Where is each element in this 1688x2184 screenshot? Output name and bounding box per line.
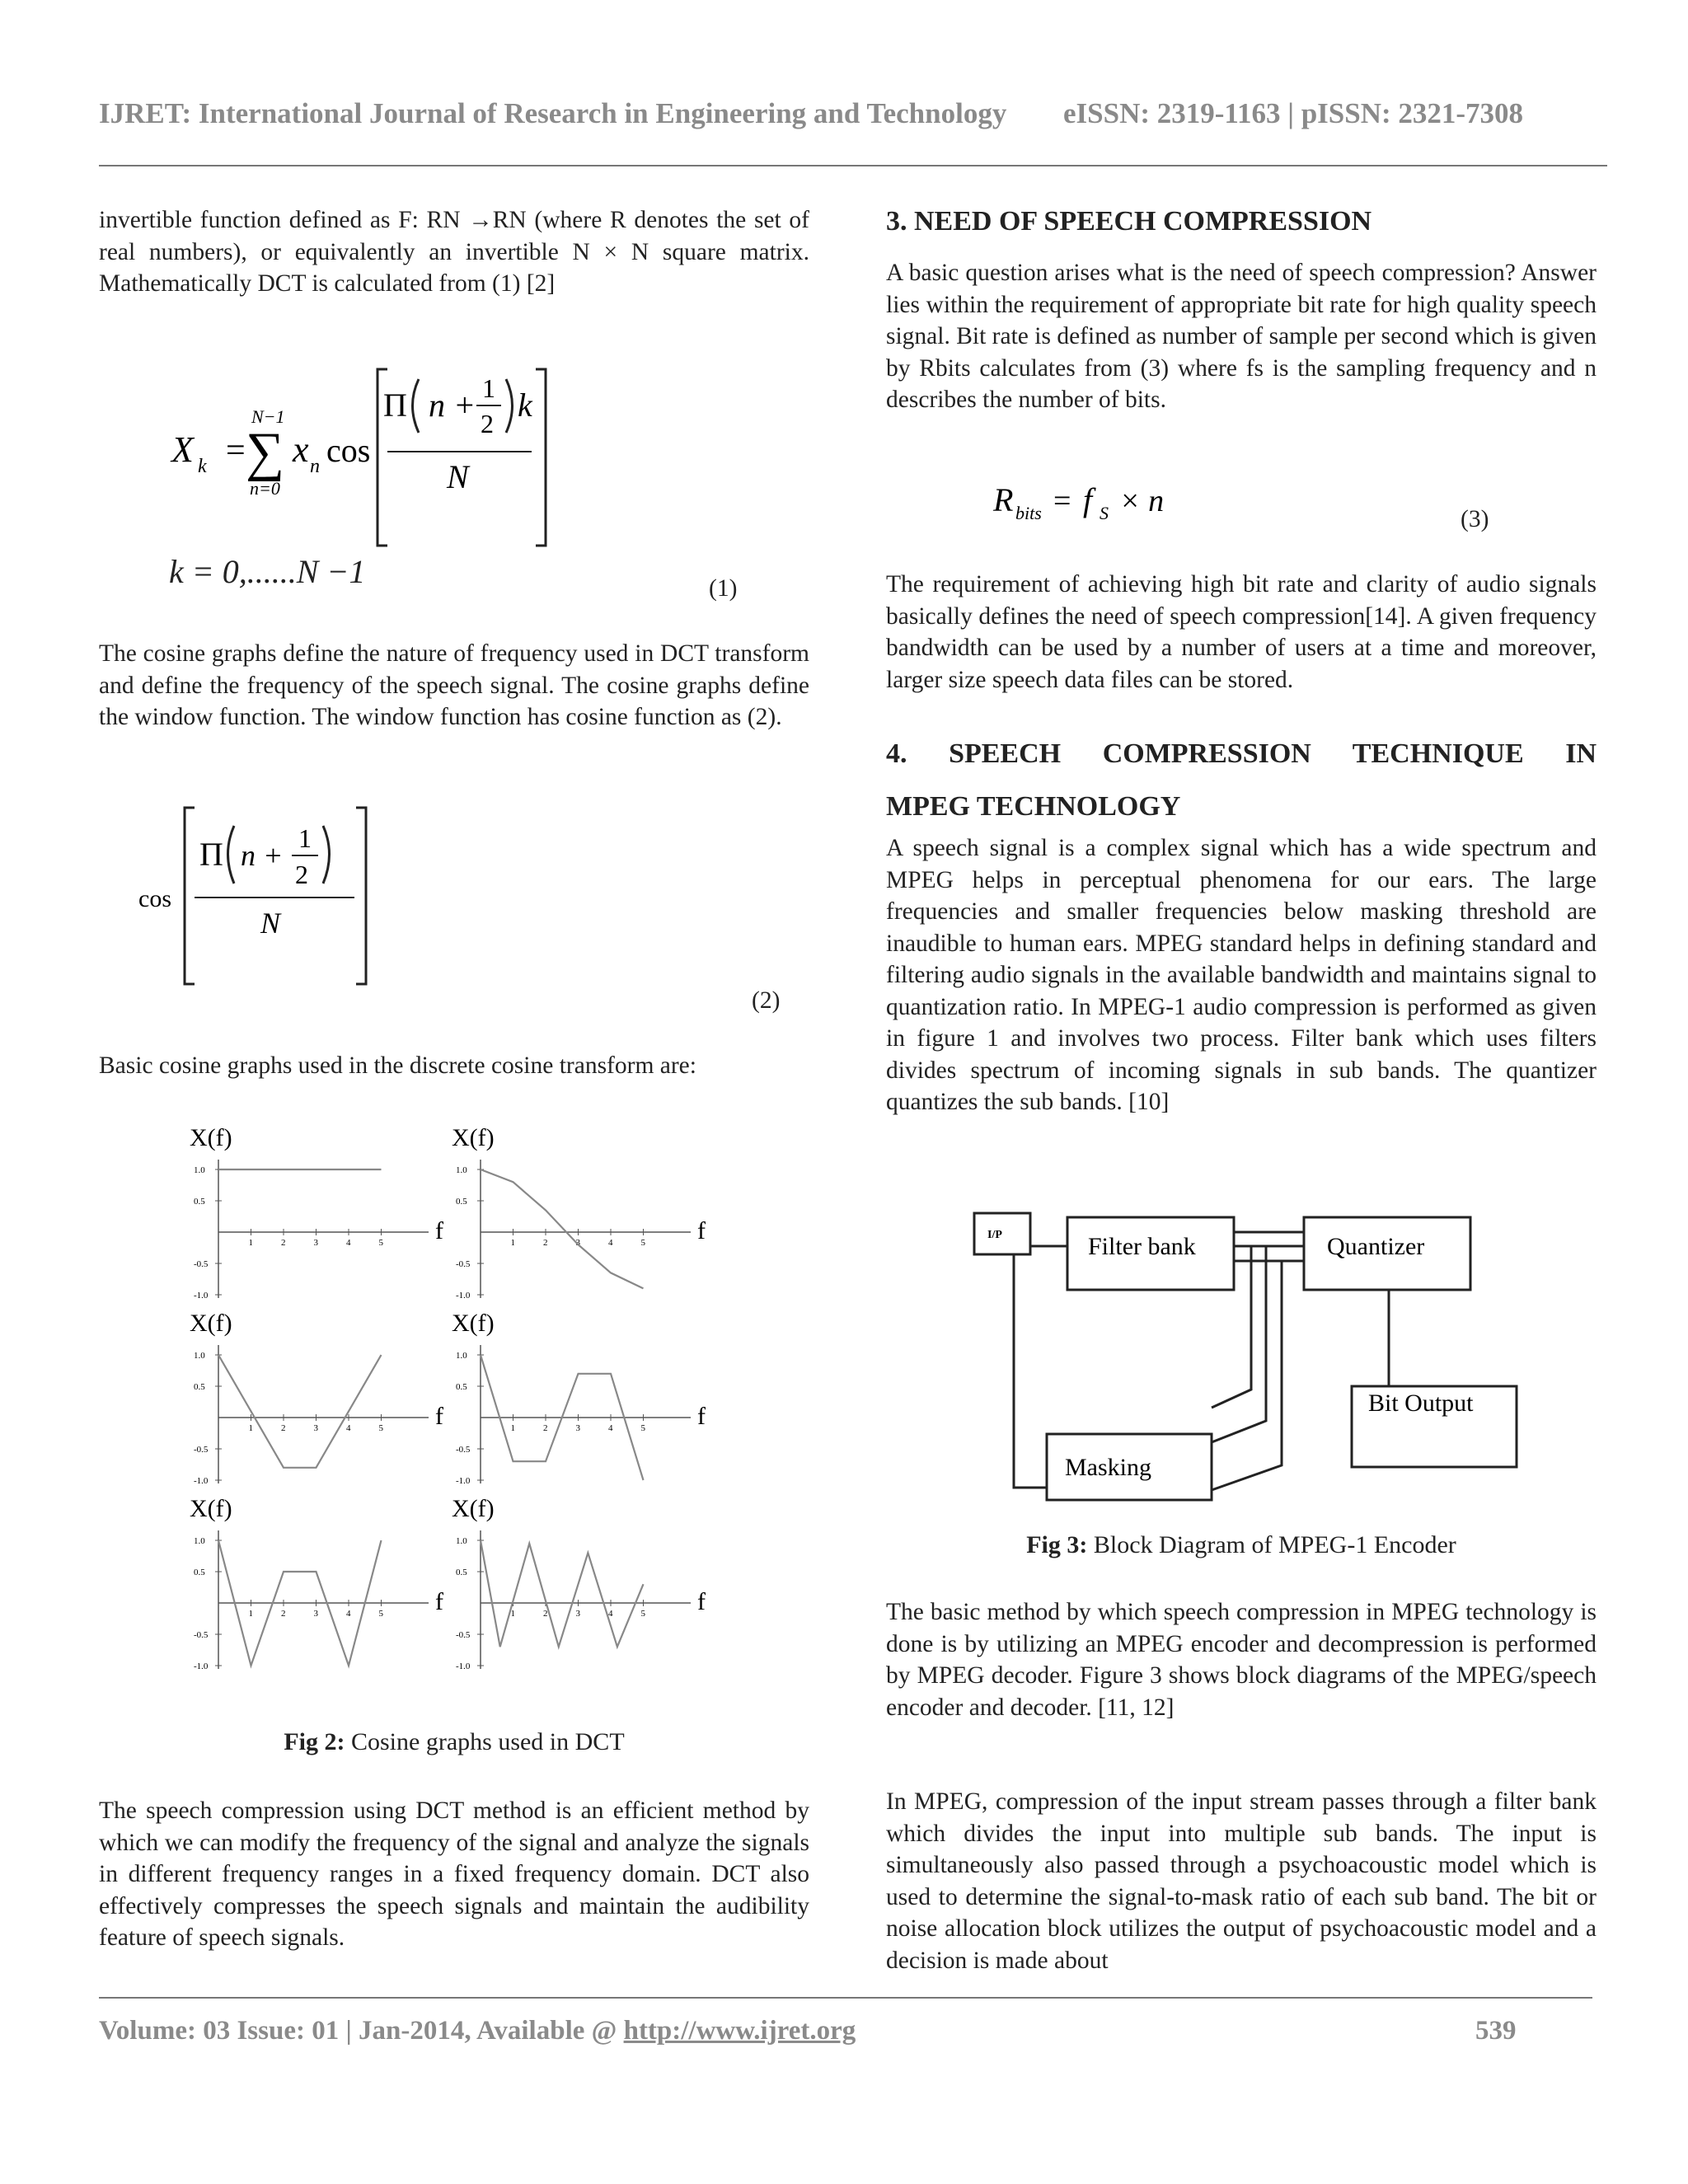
fig2-xtick-label: 3 [575, 1238, 580, 1248]
eq1-pi: Π [383, 387, 407, 424]
bit-output-label: Bit Output [1368, 1390, 1474, 1417]
fig2-xtick-label: 1 [510, 1238, 515, 1248]
fig2-ytick-label: -1.0 [194, 1661, 209, 1671]
fig2-ytick-label: -1.0 [456, 1291, 471, 1301]
right-sec3-para2: The requirement of achieving high bit rate and clarity of audio signals basically defines the need of speech compression[14]. A given frequency bandwidth can be used by a number of users at a time and moreover, larger size speech data files can be stored. [886, 571, 1597, 693]
fig2-caption: Fig 2: Cosine graphs used in DCT [284, 1728, 625, 1755]
eq3-r-sub: bits [1015, 503, 1042, 523]
fig3-block-diagram [964, 1195, 1541, 1525]
fig2-ytick-label: -0.5 [456, 1259, 471, 1269]
left-para4: The speech compression using DCT method is an efficient method by which we can modify the frequency of the signal and analyze the signals in different frequency ranges in a fixed frequency domain. DCT also effectively compresses the speech signals and maintain the audibility feature of speech signals. [99, 1797, 809, 1951]
eq1-lhs: X [171, 429, 194, 470]
right-sec4-para: A speech signal is a complex signal which has a wide spectrum and MPEG helps in perceptual phenomena for our ears. The large frequencies and smaller frequencies below masking threshold are inaudible to human ears. MPEG standard helps in defining standard and filtering audio signals in the available bandwidth and maintains signal to quantization ratio. In MPEG-1 audio compression is performed as given in figure 1 and involves two process. Filter bank which uses filters divides spectrum of incoming signals in sub bands. The quantizer quantizes the sub bands. [10] [886, 835, 1597, 1115]
fig2-ytick-label: -0.5 [456, 1445, 471, 1455]
right-para6: In MPEG, compression of the input stream passes through a filter bank which divides the input into multiple sub bands. The input is simultaneously also passed through a psychoacoustic model which is used to determine the signal-to-mask ratio of each sub band. The bit or noise allocation block utilizes the output of psychoacoustic model and a decision is made about [886, 1788, 1597, 1974]
equation-1 [157, 354, 585, 560]
fig2-xlabel: f [697, 1588, 706, 1615]
eq1-xn-sub: n [310, 456, 320, 477]
fig2-ytick-label: -0.5 [194, 1259, 209, 1269]
eq2-label: (2) [752, 987, 781, 1014]
fig2-xtick-label: 4 [346, 1423, 351, 1433]
fig2-ylabel: X(f) [190, 1124, 232, 1151]
ip-box [974, 1213, 1030, 1254]
eq1-sum-top: N−1 [251, 406, 285, 427]
eq3-r: R [993, 481, 1014, 518]
svg-text:=: = [226, 432, 246, 470]
fig2-ytick-label: 0.5 [194, 1568, 205, 1577]
eq1-label: (1) [709, 575, 738, 602]
fig2-xtick-label: 2 [281, 1423, 286, 1433]
fig2-xtick-label: 2 [281, 1609, 286, 1619]
eq3-eq: = [1053, 484, 1071, 518]
right-sec3-para: A basic question arises what is the need of speech compression? Answer lies within the requirement of appropriate bit rate for high quality speech signal. Bit rate is defined as number of sample per second which is given by Rbits calculates from (3) where fs is the sampling frequency and n describes the number of bits. [886, 260, 1597, 413]
fig2-ytick-label: 0.5 [194, 1197, 205, 1207]
fig2-curve-k1 [481, 1169, 644, 1288]
fig2-ytick-label: -1.0 [456, 1661, 471, 1671]
eq2-half-num: 1 [298, 823, 312, 853]
filter-bank-label: Filter bank [1088, 1233, 1196, 1260]
fig2-xlabel: f [697, 1217, 706, 1244]
fig2-ytick-label: -1.0 [194, 1476, 209, 1486]
masking-label: Masking [1065, 1454, 1151, 1481]
fig2-ytick-label: -0.5 [194, 1445, 209, 1455]
eq1-den: N [447, 458, 469, 495]
page-number: 539 [1475, 2016, 1517, 2046]
eq1-k: k [518, 387, 532, 424]
fig2-xtick-label: 5 [378, 1609, 383, 1619]
fig2-ylabel: X(f) [452, 1310, 495, 1337]
fig2-ylabel: X(f) [190, 1310, 232, 1337]
fig2-xtick-label: 4 [608, 1423, 613, 1433]
footer-rule [99, 1997, 1592, 1999]
fig2-curve-k5 [481, 1540, 644, 1647]
eq2-n-plus: n + [241, 839, 284, 872]
eq1-n-plus: n + [429, 387, 476, 424]
eq2-den: N [260, 907, 281, 940]
eq3-label: (3) [1461, 506, 1489, 532]
fig2-xtick-label: 5 [378, 1238, 383, 1248]
page-footer: Volume: 03 Issue: 01 | Jan-2014, Available @ http://www.ijret.org [99, 2016, 856, 2046]
fig2-xtick-label: 1 [510, 1423, 515, 1433]
eq3-f: f [1083, 481, 1093, 518]
fig2-ytick-label: 0.5 [456, 1568, 467, 1577]
fig2-xtick-label: 2 [543, 1238, 548, 1248]
fig2-xtick-label: 5 [640, 1423, 645, 1433]
fig2-xtick-label: 3 [313, 1238, 318, 1248]
fig2-xtick-label: 5 [640, 1238, 645, 1248]
eq2-pi: Π [199, 836, 223, 873]
journal-title: IJRET: International Journal of Research in Engineering and Technology [99, 97, 1007, 129]
ip-label: I/P [987, 1229, 1002, 1241]
fig2-xtick-label: 1 [248, 1423, 253, 1433]
fig2-ytick-label: -1.0 [194, 1291, 209, 1301]
fig2-cosine-graphs [177, 1121, 738, 1681]
fig2-ytick-label: 1.0 [456, 1351, 467, 1361]
equation-2 [132, 801, 379, 991]
fig2-xlabel: f [435, 1403, 443, 1430]
fig2-xtick-label: 4 [346, 1609, 351, 1619]
fig2-ytick-label: -0.5 [456, 1630, 471, 1640]
fig2-xtick-label: 3 [575, 1609, 580, 1619]
left-para2: The cosine graphs define the nature of frequency used in DCT transform and define the frequency of the speech signal. The cosine graphs define the window function. The window function has cosine function as (2). [99, 640, 809, 730]
fig2-xtick-label: 1 [248, 1238, 253, 1248]
eq1-xn: x [293, 429, 309, 470]
fig2-xlabel: f [435, 1588, 443, 1615]
journal-link[interactable]: http://www.ijret.org [623, 2016, 856, 2046]
left-intro: invertible function defined as F: RN →RN (where R denotes the set of real numbers), or equivalently an invertible N × N square matrix. Mathematically DCT is calculated from (1) [2] [99, 207, 809, 297]
eq1-range: k = 0,......N −1 [169, 553, 366, 590]
fig2-ylabel: X(f) [452, 1495, 495, 1522]
fig2-xtick-label: 1 [510, 1609, 515, 1619]
fig2-ylabel: X(f) [190, 1495, 232, 1522]
fig2-ytick-label: 1.0 [456, 1165, 467, 1175]
eq1-cos: cos [326, 432, 371, 469]
fig2-ytick-label: 1.0 [194, 1165, 205, 1175]
fig3-caption: Fig 3: Block Diagram of MPEG-1 Encoder [1026, 1531, 1456, 1558]
fig2-xtick-label: 4 [608, 1238, 613, 1248]
fig2-xlabel: f [435, 1217, 443, 1244]
sec4-heading: 4. SPEECH COMPRESSION TECHNIQUE IN MPEG TECHNOLOGY [886, 738, 1597, 822]
fig2-xtick-label: 4 [608, 1609, 613, 1619]
issn: eISSN: 2319-1163 | pISSN: 2321-7308 [1063, 97, 1524, 129]
fig2-xtick-label: 5 [640, 1609, 645, 1619]
eq1-half-num: 1 [482, 373, 495, 403]
eq1-lhs-sub: k [198, 456, 207, 477]
right-para5: The basic method by which speech compression in MPEG technology is done is by utilizing an MPEG encoder and decompression is performed by MPEG decoder. Figure 3 shows block diagrams of the MPEG/speech encoder and decoder. [11, 12] [886, 1599, 1597, 1721]
eq3-times: × n [1119, 484, 1165, 518]
left-para3: Basic cosine graphs used in the discrete cosine transform are: [99, 1052, 696, 1079]
fig2-ytick-label: 0.5 [194, 1382, 205, 1392]
eq1-sigma: ∑ [246, 422, 285, 482]
equation-3 [989, 478, 1220, 527]
fig2-xtick-label: 3 [575, 1423, 580, 1433]
fig2-ytick-label: 1.0 [194, 1536, 205, 1546]
fig2-ytick-label: -0.5 [194, 1630, 209, 1640]
fig2-ylabel: X(f) [452, 1124, 495, 1151]
fig2-curve-k2 [218, 1355, 382, 1468]
quantizer-label: Quantizer [1327, 1233, 1425, 1260]
fig2-xtick-label: 2 [543, 1609, 548, 1619]
page-header [99, 97, 1591, 130]
fig2-ytick-label: 0.5 [456, 1382, 467, 1392]
eq1-sum-bottom: n=0 [250, 478, 280, 499]
fig2-xtick-label: 1 [248, 1609, 253, 1619]
eq2-half-den: 2 [295, 860, 308, 889]
fig2-ytick-label: 1.0 [456, 1536, 467, 1546]
eq3-f-sub: S [1100, 503, 1109, 523]
fig2-xlabel: f [697, 1403, 706, 1430]
sec3-heading: 3. NEED OF SPEECH COMPRESSION [886, 206, 1372, 237]
fig2-ytick-label: 0.5 [456, 1197, 467, 1207]
fig2-xtick-label: 2 [543, 1423, 548, 1433]
fig2-xtick-label: 3 [313, 1609, 318, 1619]
header-rule [99, 165, 1607, 166]
eq1-half-den: 2 [481, 409, 494, 438]
eq2-cos: cos [138, 885, 171, 912]
fig2-xtick-label: 2 [281, 1238, 286, 1248]
fig2-ytick-label: 1.0 [194, 1351, 205, 1361]
fig2-ytick-label: -1.0 [456, 1476, 471, 1486]
fig2-xtick-label: 3 [313, 1423, 318, 1433]
fig2-xtick-label: 4 [346, 1238, 351, 1248]
fig2-xtick-label: 5 [378, 1423, 383, 1433]
